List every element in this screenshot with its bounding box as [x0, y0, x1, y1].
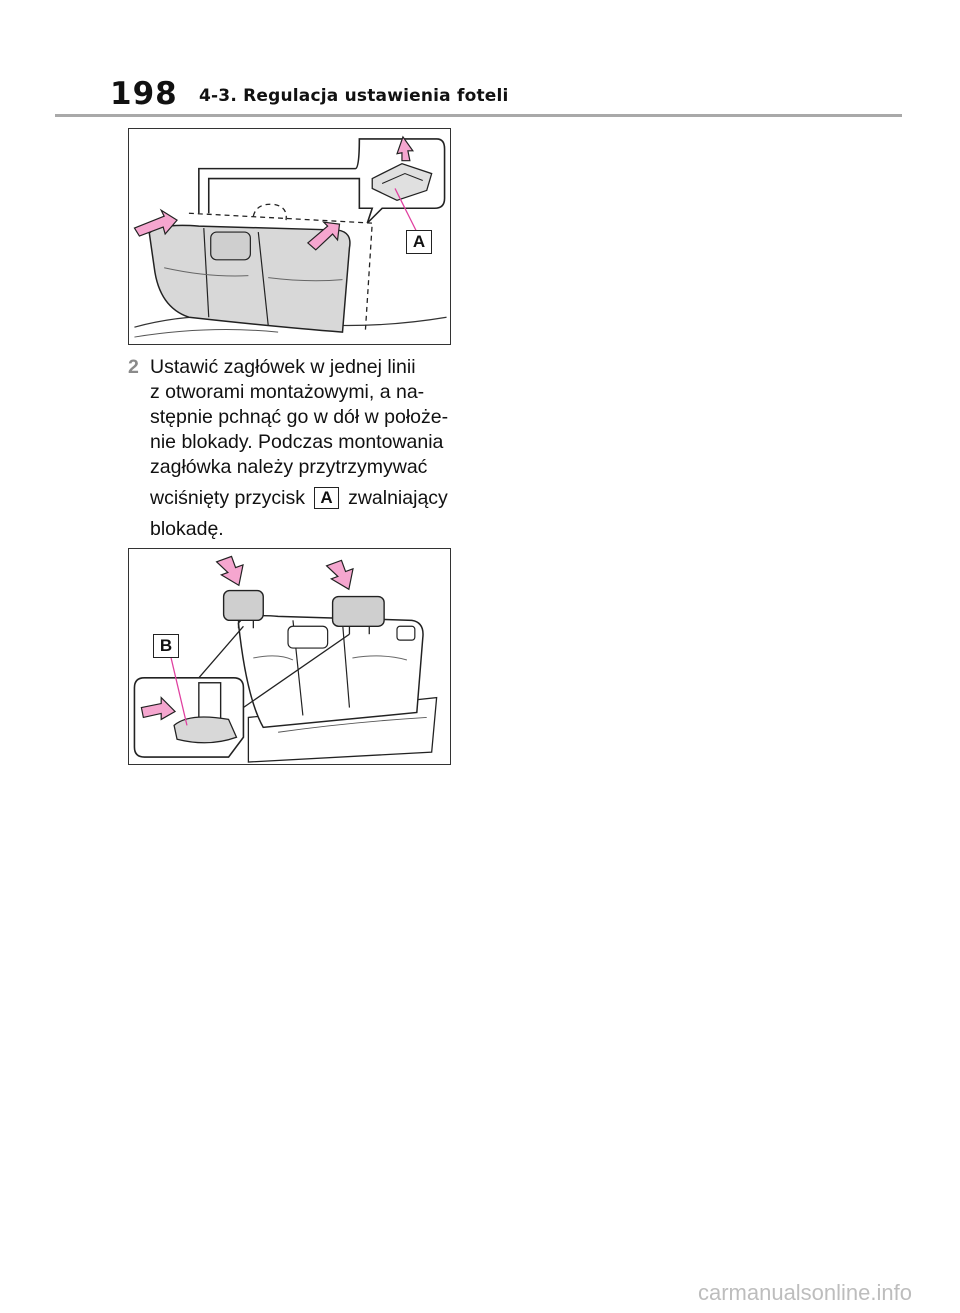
callout-label-b: B [153, 634, 179, 658]
step-text [150, 355, 460, 542]
step-number: 2 [128, 356, 139, 378]
step-line: Ustawić zagłówek w jednej linii [150, 356, 416, 378]
callout-label-a: A [406, 230, 432, 254]
step-line-after-tag: zwalniający [348, 487, 448, 509]
step-line: nie blokady. Podczas montowania [150, 431, 444, 453]
step-line: blokadę. [150, 518, 224, 540]
figure-headrest-removal [128, 128, 451, 345]
inline-label-a: A [314, 487, 338, 509]
step-line-before-tag: wciśnięty przycisk [150, 487, 305, 509]
step-line: zagłówka należy przytrzymywać [150, 456, 428, 478]
seat-illustration-1 [129, 129, 450, 344]
watermark: carmanualsonline.info [697, 1280, 912, 1305]
section-title: 4-3. Regulacja ustawienia foteli [199, 86, 509, 106]
header-divider [55, 114, 902, 117]
step-line [150, 486, 460, 511]
step-line: z otworami montażowymi, a na- [150, 381, 425, 403]
step-line: stępnie pchnąć go w dół w położe- [150, 406, 449, 428]
page-number: 198 [110, 76, 178, 112]
figure-headrest-installation [128, 548, 451, 765]
